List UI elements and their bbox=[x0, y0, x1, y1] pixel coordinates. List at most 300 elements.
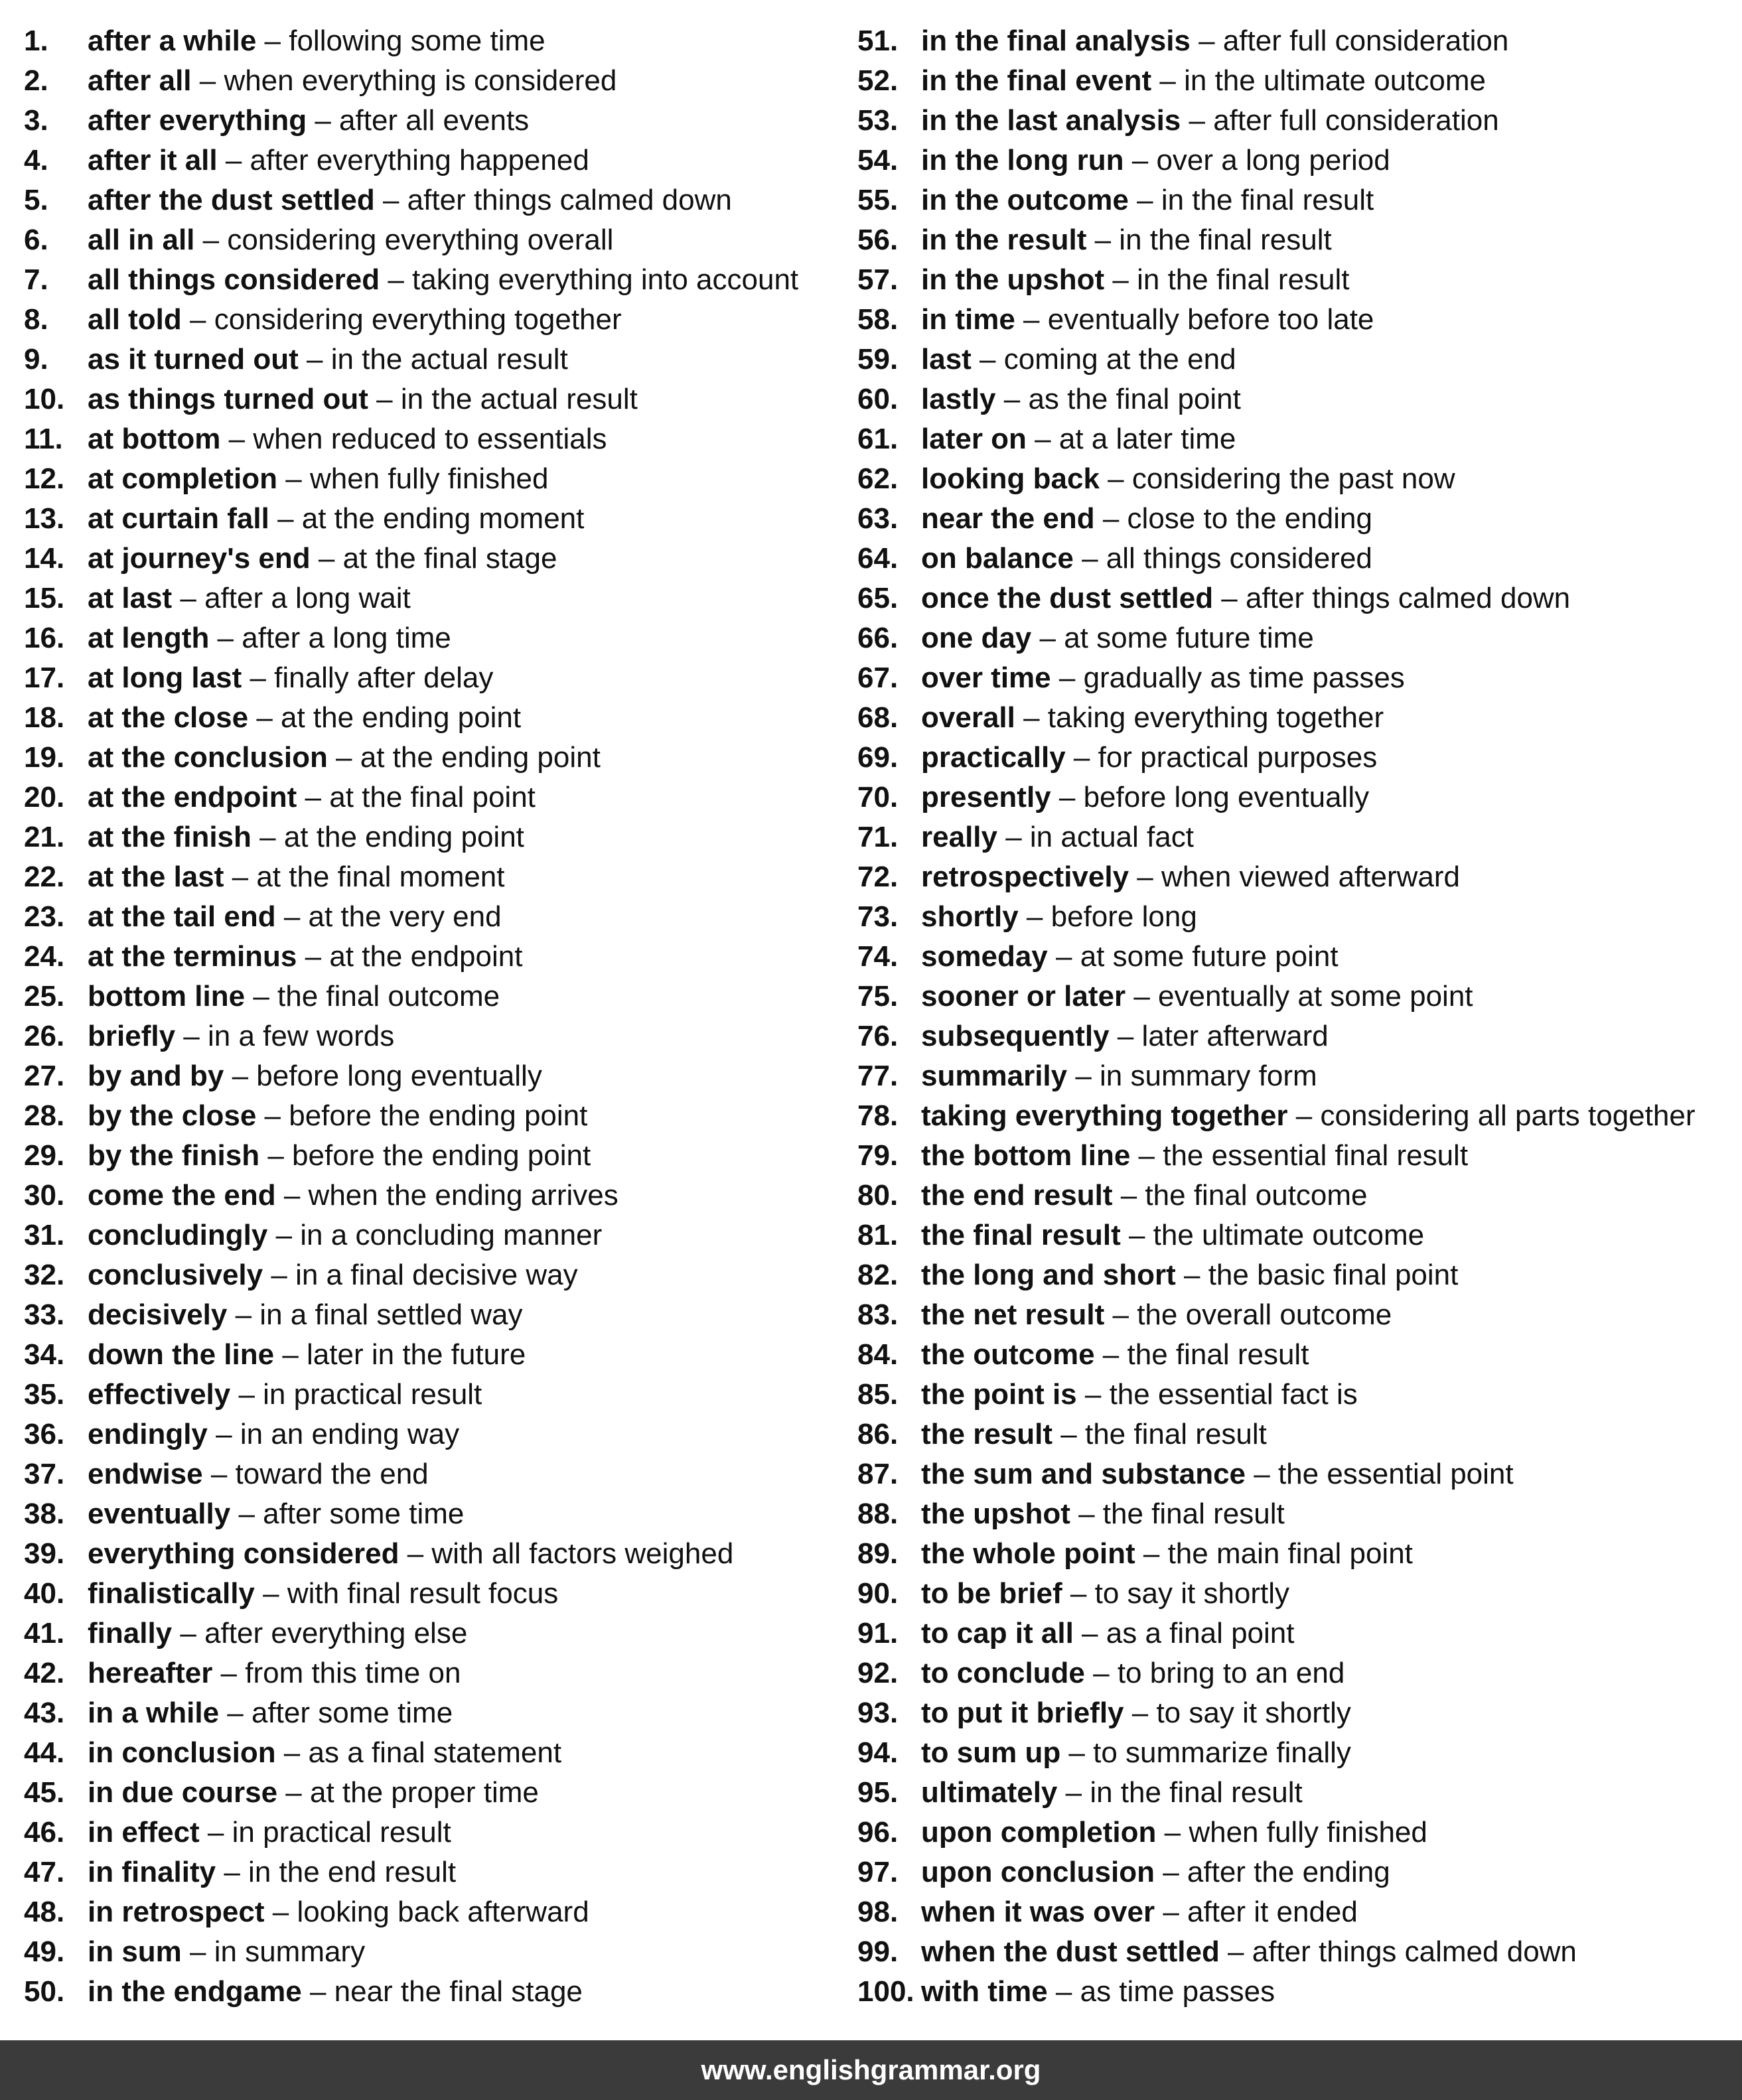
item-separator: – bbox=[1156, 1816, 1189, 1849]
item-number: 66. bbox=[857, 622, 899, 654]
item-term: at journey's end bbox=[88, 542, 311, 575]
item-number: 5. bbox=[24, 184, 48, 216]
item-definition: with all factors weighed bbox=[431, 1537, 734, 1570]
item-number: 18. bbox=[24, 701, 65, 734]
item-term: retrospectively bbox=[921, 861, 1129, 893]
item-term: at curtain fall bbox=[88, 502, 269, 535]
list-item bbox=[857, 459, 1695, 499]
list-item bbox=[24, 817, 798, 857]
item-definition: the basic final point bbox=[1208, 1259, 1459, 1291]
item-term: all in all bbox=[88, 224, 195, 256]
item-term: in the long run bbox=[921, 144, 1124, 176]
item-separator: – bbox=[368, 383, 401, 415]
item-term: endwise bbox=[88, 1458, 203, 1490]
item-term: by and by bbox=[88, 1060, 224, 1092]
item-definition: the overall outcome bbox=[1137, 1298, 1392, 1331]
item-separator: – bbox=[301, 1975, 334, 2008]
item-term: at the finish bbox=[88, 821, 252, 853]
item-definition: when fully finished bbox=[1189, 1816, 1427, 1849]
item-definition: as a final point bbox=[1106, 1617, 1295, 1649]
item-number: 54. bbox=[857, 144, 899, 176]
list-item bbox=[857, 1574, 1695, 1614]
list-item bbox=[857, 1892, 1695, 1932]
item-term: last bbox=[921, 343, 972, 376]
item-separator: – bbox=[1219, 1935, 1252, 1968]
item-definition: when the ending arrives bbox=[308, 1179, 618, 1212]
item-number: 86. bbox=[857, 1418, 899, 1450]
item-term: after it all bbox=[88, 144, 218, 176]
item-number: 89. bbox=[857, 1537, 899, 1570]
item-term: at completion bbox=[88, 462, 278, 495]
list-item bbox=[857, 1454, 1695, 1494]
item-definition: after everything else bbox=[204, 1617, 468, 1649]
list-item bbox=[857, 1136, 1695, 1176]
item-separator: – bbox=[1051, 781, 1084, 813]
list-item bbox=[857, 141, 1695, 180]
item-number: 25. bbox=[24, 980, 65, 1013]
item-separator: – bbox=[1060, 1736, 1094, 1769]
item-term: one day bbox=[921, 622, 1032, 654]
item-number: 52. bbox=[857, 64, 899, 97]
item-separator: – bbox=[1154, 1856, 1187, 1888]
item-separator: – bbox=[275, 1736, 309, 1769]
item-separator: – bbox=[380, 263, 413, 296]
item-number: 36. bbox=[24, 1418, 65, 1450]
item-number: 61. bbox=[857, 423, 899, 455]
item-term: in due course bbox=[88, 1776, 278, 1809]
item-term: overall bbox=[921, 701, 1015, 734]
list-item bbox=[857, 1375, 1695, 1415]
list-item bbox=[857, 817, 1695, 857]
item-definition: at the ending point bbox=[281, 701, 522, 734]
item-separator: – bbox=[199, 1816, 232, 1849]
item-number: 47. bbox=[24, 1856, 65, 1888]
item-number: 80. bbox=[857, 1179, 899, 1212]
item-definition: with final result focus bbox=[287, 1577, 559, 1610]
item-term: when the dust settled bbox=[921, 1935, 1220, 1968]
item-definition: the final outcome bbox=[1145, 1179, 1368, 1212]
item-definition: the essential point bbox=[1277, 1458, 1514, 1490]
list-item bbox=[24, 1096, 798, 1136]
item-term: in retrospect bbox=[88, 1896, 265, 1928]
list-item bbox=[857, 419, 1695, 459]
item-term: the long and short bbox=[921, 1259, 1176, 1291]
item-term: upon completion bbox=[921, 1816, 1157, 1849]
item-number: 51. bbox=[857, 25, 899, 57]
item-separator: – bbox=[248, 701, 281, 734]
list-item bbox=[857, 1295, 1695, 1335]
item-separator: – bbox=[1057, 1776, 1090, 1809]
item-separator: – bbox=[399, 1537, 432, 1570]
list-item bbox=[24, 180, 798, 220]
item-separator: – bbox=[1104, 1298, 1137, 1331]
item-number: 22. bbox=[24, 861, 65, 893]
list-item bbox=[24, 1176, 798, 1216]
item-separator: – bbox=[1018, 900, 1051, 933]
item-number: 68. bbox=[857, 701, 899, 734]
item-number: 43. bbox=[24, 1697, 65, 1729]
item-definition: before long eventually bbox=[256, 1060, 542, 1092]
list-item bbox=[24, 1733, 798, 1773]
item-separator: – bbox=[227, 1298, 260, 1331]
item-definition: later afterward bbox=[1141, 1020, 1329, 1052]
item-term: all told bbox=[88, 303, 182, 336]
list-item bbox=[857, 1415, 1695, 1454]
list-item bbox=[24, 977, 798, 1016]
item-definition: in summary form bbox=[1100, 1060, 1317, 1092]
item-term: in time bbox=[921, 303, 1015, 336]
item-separator: – bbox=[1128, 184, 1161, 216]
item-separator: – bbox=[1246, 1458, 1278, 1490]
item-separator: – bbox=[307, 104, 340, 137]
item-term: presently bbox=[921, 781, 1051, 813]
item-term: in the last analysis bbox=[921, 104, 1181, 137]
item-definition: before long eventually bbox=[1083, 781, 1370, 813]
item-term: effectively bbox=[88, 1378, 231, 1411]
item-term: once the dust settled bbox=[921, 582, 1214, 614]
list-item bbox=[857, 579, 1695, 618]
list-item bbox=[857, 1693, 1695, 1733]
item-number: 42. bbox=[24, 1657, 65, 1689]
item-term: upon conclusion bbox=[921, 1856, 1155, 1888]
item-definition: after everything happened bbox=[250, 144, 589, 176]
item-separator: – bbox=[1190, 25, 1223, 57]
item-number: 96. bbox=[857, 1816, 899, 1849]
item-number: 83. bbox=[857, 1298, 899, 1331]
item-separator: – bbox=[191, 64, 224, 97]
item-number: 57. bbox=[857, 263, 899, 296]
item-definition: at the final stage bbox=[342, 542, 557, 575]
item-definition: before long bbox=[1051, 900, 1197, 933]
item-definition: after all events bbox=[339, 104, 530, 137]
list-item bbox=[24, 1494, 798, 1534]
item-term: someday bbox=[921, 940, 1048, 973]
item-separator: – bbox=[251, 821, 284, 853]
item-separator: – bbox=[1124, 144, 1157, 176]
item-definition: in the final result bbox=[1161, 184, 1374, 216]
list-item bbox=[857, 101, 1695, 141]
item-separator: – bbox=[1076, 1378, 1110, 1411]
item-separator: – bbox=[1070, 1498, 1103, 1530]
list-item bbox=[857, 1972, 1695, 2012]
item-separator: – bbox=[1047, 1975, 1080, 2008]
item-number: 46. bbox=[24, 1816, 65, 1849]
item-number: 98. bbox=[857, 1896, 899, 1928]
item-definition: in actual fact bbox=[1029, 821, 1194, 853]
item-separator: – bbox=[172, 582, 205, 614]
item-separator: – bbox=[264, 1896, 297, 1928]
item-term: the end result bbox=[921, 1179, 1113, 1212]
item-number: 72. bbox=[857, 861, 899, 893]
item-definition: in an ending way bbox=[240, 1418, 460, 1450]
item-term: the sum and substance bbox=[921, 1458, 1246, 1490]
list-item bbox=[857, 618, 1695, 658]
item-separator: – bbox=[220, 423, 254, 455]
item-term: in the final event bbox=[921, 64, 1152, 97]
item-separator: – bbox=[1287, 1099, 1321, 1132]
list-item bbox=[857, 1614, 1695, 1653]
item-term: the net result bbox=[921, 1298, 1105, 1331]
list-item bbox=[24, 380, 798, 419]
item-term: in finality bbox=[88, 1856, 216, 1888]
list-item bbox=[24, 141, 798, 180]
item-number: 77. bbox=[857, 1060, 899, 1092]
item-term: endingly bbox=[88, 1418, 208, 1450]
item-term: at the last bbox=[88, 861, 224, 893]
list-item bbox=[857, 1932, 1695, 1972]
list-item bbox=[857, 937, 1695, 977]
item-definition: in the actual result bbox=[330, 343, 568, 376]
item-term: everything considered bbox=[88, 1537, 399, 1570]
item-definition: later in the future bbox=[307, 1338, 526, 1371]
item-term: sooner or later bbox=[921, 980, 1126, 1013]
item-term: looking back bbox=[921, 462, 1100, 495]
item-term: at the endpoint bbox=[88, 781, 297, 813]
item-definition: in the actual result bbox=[400, 383, 638, 415]
item-definition: the final outcome bbox=[277, 980, 500, 1013]
list-item bbox=[857, 340, 1695, 380]
list-item bbox=[24, 300, 798, 340]
list-item bbox=[857, 1653, 1695, 1693]
list-item bbox=[24, 1255, 798, 1295]
item-definition: the main final point bbox=[1167, 1537, 1413, 1570]
item-number: 93. bbox=[857, 1697, 899, 1729]
item-number: 35. bbox=[24, 1378, 65, 1411]
item-definition: in the final result bbox=[1119, 224, 1332, 256]
item-number: 37. bbox=[24, 1458, 65, 1490]
item-separator: – bbox=[1047, 940, 1080, 973]
list-item bbox=[857, 1733, 1695, 1773]
item-term: the bottom line bbox=[921, 1139, 1131, 1172]
item-definition: after things calmed down bbox=[1252, 1935, 1577, 1968]
item-number: 7. bbox=[24, 263, 48, 296]
item-number: 3. bbox=[24, 104, 48, 137]
item-number: 19. bbox=[24, 741, 65, 774]
item-number: 4. bbox=[24, 144, 48, 176]
list-item bbox=[857, 260, 1695, 300]
item-separator: – bbox=[1084, 1657, 1118, 1689]
item-term: at the terminus bbox=[88, 940, 297, 973]
item-number: 10. bbox=[24, 383, 65, 415]
item-term: by the finish bbox=[88, 1139, 260, 1172]
list-item bbox=[24, 698, 798, 738]
list-item bbox=[857, 698, 1695, 738]
item-separator: – bbox=[275, 900, 309, 933]
list-item bbox=[24, 1335, 798, 1375]
item-separator: – bbox=[175, 1020, 208, 1052]
item-separator: – bbox=[1094, 1338, 1127, 1371]
item-number: 26. bbox=[24, 1020, 65, 1052]
item-definition: in the final result bbox=[1137, 263, 1350, 296]
item-term: to conclude bbox=[921, 1657, 1085, 1689]
item-number: 1. bbox=[24, 25, 48, 57]
item-separator: – bbox=[297, 940, 330, 973]
item-term: bottom line bbox=[88, 980, 246, 1013]
list-item bbox=[24, 658, 798, 698]
item-term: concludingly bbox=[88, 1219, 268, 1251]
item-separator: – bbox=[194, 224, 228, 256]
list-item bbox=[24, 1853, 798, 1892]
item-number: 78. bbox=[857, 1099, 899, 1132]
list-item bbox=[24, 1454, 798, 1494]
item-term: at long last bbox=[88, 662, 242, 694]
list-item bbox=[24, 419, 798, 459]
item-number: 62. bbox=[857, 462, 899, 495]
list-item bbox=[24, 1375, 798, 1415]
item-term: the whole point bbox=[921, 1537, 1135, 1570]
item-term: the result bbox=[921, 1418, 1053, 1450]
item-number: 13. bbox=[24, 502, 65, 535]
item-number: 50. bbox=[24, 1975, 65, 2008]
item-term: finalistically bbox=[88, 1577, 255, 1610]
item-separator: – bbox=[1213, 582, 1246, 614]
item-definition: before the ending point bbox=[292, 1139, 591, 1172]
item-definition: the final result bbox=[1127, 1338, 1309, 1371]
item-definition: considering everything overall bbox=[227, 224, 614, 256]
item-separator: – bbox=[1135, 1537, 1168, 1570]
item-definition: at the very end bbox=[308, 900, 502, 933]
item-number: 27. bbox=[24, 1060, 65, 1092]
item-term: come the end bbox=[88, 1179, 276, 1212]
item-separator: – bbox=[1051, 662, 1084, 694]
item-term: lastly bbox=[921, 383, 996, 415]
item-separator: – bbox=[1094, 502, 1127, 535]
item-definition: the ultimate outcome bbox=[1153, 1219, 1425, 1251]
item-separator: – bbox=[219, 1697, 252, 1729]
item-definition: in summary bbox=[214, 1935, 366, 1968]
item-term: to cap it all bbox=[921, 1617, 1074, 1649]
list-item bbox=[857, 897, 1695, 937]
list-item bbox=[857, 857, 1695, 897]
item-definition: after a long wait bbox=[204, 582, 411, 614]
item-term: at length bbox=[88, 622, 210, 654]
item-number: 15. bbox=[24, 582, 65, 614]
item-number: 24. bbox=[24, 940, 65, 973]
item-term: in the result bbox=[921, 224, 1087, 256]
item-separator: – bbox=[1065, 741, 1098, 774]
item-definition: looking back afterward bbox=[297, 1896, 589, 1928]
item-definition: considering the past now bbox=[1131, 462, 1455, 495]
item-term: to sum up bbox=[921, 1736, 1061, 1769]
item-separator: – bbox=[1181, 104, 1214, 137]
item-term: the upshot bbox=[921, 1498, 1070, 1530]
item-term: in the final analysis bbox=[921, 25, 1191, 57]
item-definition: near the final stage bbox=[334, 1975, 583, 2008]
item-term: later on bbox=[921, 423, 1027, 455]
item-number: 45. bbox=[24, 1776, 65, 1809]
list-item bbox=[24, 897, 798, 937]
item-number: 20. bbox=[24, 781, 65, 813]
item-number: 60. bbox=[857, 383, 899, 415]
list-item bbox=[857, 1096, 1695, 1136]
item-definition: all things considered bbox=[1106, 542, 1372, 575]
item-term: in a while bbox=[88, 1697, 220, 1729]
item-definition: at the final moment bbox=[256, 861, 505, 893]
item-separator: – bbox=[1086, 224, 1120, 256]
item-definition: as a final statement bbox=[308, 1736, 562, 1769]
list-item bbox=[24, 499, 798, 539]
list-item bbox=[857, 1494, 1695, 1534]
item-number: 90. bbox=[857, 1577, 899, 1610]
item-term: subsequently bbox=[921, 1020, 1110, 1052]
list-item bbox=[857, 499, 1695, 539]
item-number: 71. bbox=[857, 821, 899, 853]
item-number: 73. bbox=[857, 900, 899, 933]
item-number: 82. bbox=[857, 1259, 899, 1291]
item-definition: in the end result bbox=[248, 1856, 457, 1888]
item-separator: – bbox=[181, 303, 214, 336]
list-item bbox=[24, 1574, 798, 1614]
item-definition: at some future time bbox=[1064, 622, 1314, 654]
item-separator: – bbox=[1125, 980, 1159, 1013]
item-definition: eventually before too late bbox=[1047, 303, 1374, 336]
item-number: 33. bbox=[24, 1298, 65, 1331]
item-definition: gradually as time passes bbox=[1083, 662, 1405, 694]
list-item bbox=[24, 340, 798, 380]
list-item bbox=[24, 1216, 798, 1255]
item-separator: – bbox=[1129, 861, 1161, 893]
item-term: in the outcome bbox=[921, 184, 1129, 216]
item-separator: – bbox=[274, 1338, 307, 1371]
list-item bbox=[857, 1056, 1695, 1096]
item-definition: in a final decisive way bbox=[295, 1259, 578, 1291]
item-separator: – bbox=[181, 1935, 214, 1968]
item-definition: following some time bbox=[289, 25, 545, 57]
item-number: 65. bbox=[857, 582, 899, 614]
list-item bbox=[24, 1932, 798, 1972]
list-item bbox=[24, 1653, 798, 1693]
item-number: 87. bbox=[857, 1458, 899, 1490]
item-number: 79. bbox=[857, 1139, 899, 1172]
list-item bbox=[24, 101, 798, 141]
item-term: the final result bbox=[921, 1219, 1121, 1251]
item-term: over time bbox=[921, 662, 1051, 694]
item-separator: – bbox=[217, 144, 250, 176]
item-definition: eventually at some point bbox=[1158, 980, 1473, 1013]
list-item bbox=[857, 61, 1695, 101]
list-item bbox=[857, 300, 1695, 340]
item-separator: – bbox=[230, 1498, 263, 1530]
item-term: shortly bbox=[921, 900, 1019, 933]
item-separator: – bbox=[298, 343, 331, 376]
item-number: 17. bbox=[24, 662, 65, 694]
item-term: in the endgame bbox=[88, 1975, 302, 2008]
footer-url[interactable]: www.englishgrammar.org bbox=[0, 2040, 1742, 2100]
item-number: 34. bbox=[24, 1338, 65, 1371]
item-separator: – bbox=[1112, 1179, 1145, 1212]
item-definition: after some time bbox=[263, 1498, 465, 1530]
item-number: 58. bbox=[857, 303, 899, 336]
item-number: 97. bbox=[857, 1856, 899, 1888]
item-term: after the dust settled bbox=[88, 184, 375, 216]
item-number: 67. bbox=[857, 662, 899, 694]
item-number: 16. bbox=[24, 622, 65, 654]
item-definition: for practical purposes bbox=[1098, 741, 1378, 774]
item-definition: after a long time bbox=[242, 622, 451, 654]
item-number: 21. bbox=[24, 821, 65, 853]
item-separator: – bbox=[224, 861, 257, 893]
item-number: 31. bbox=[24, 1219, 65, 1251]
item-term: decisively bbox=[88, 1298, 228, 1331]
item-number: 39. bbox=[24, 1537, 65, 1570]
item-term: at last bbox=[88, 582, 173, 614]
item-number: 41. bbox=[24, 1617, 65, 1649]
list-item bbox=[24, 1773, 798, 1813]
item-number: 95. bbox=[857, 1776, 899, 1809]
item-definition: at a later time bbox=[1058, 423, 1236, 455]
item-term: the point is bbox=[921, 1378, 1077, 1411]
item-number: 14. bbox=[24, 542, 65, 575]
